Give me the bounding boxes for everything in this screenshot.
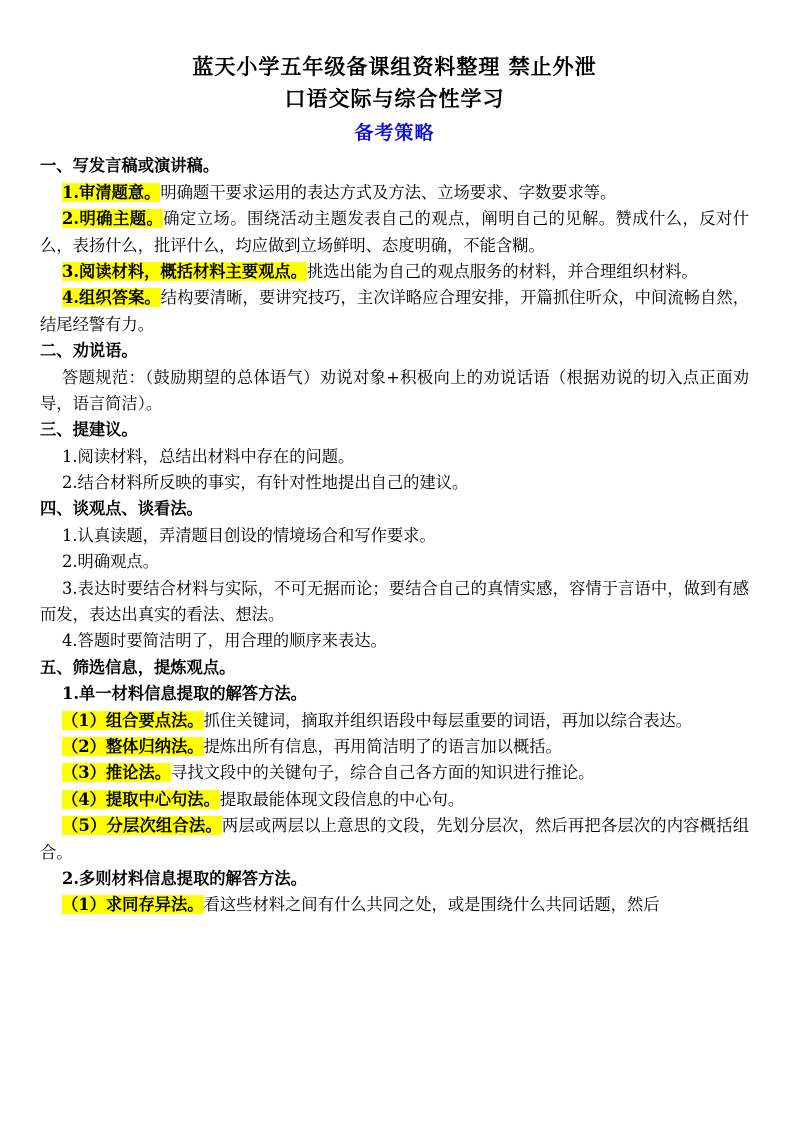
section-heading: 四、谈观点、谈看法。 [40, 499, 203, 519]
page-subtitle-topic: 口语交际与综合性学习 [284, 86, 505, 112]
item-text: 挑选出能为自己的观点服务的材料，并合理组织材料。 [306, 261, 698, 281]
item-text: 明确题干要求运用的表达方式及方法、立场要求、字数要求等。 [160, 182, 617, 202]
item-label: （1）求同存异法。 [62, 895, 204, 915]
page-title: 蓝天小学五年级备课组资料整理 禁止外泄 [192, 54, 597, 79]
page-subtitle-strategy: 备考策略 [354, 121, 435, 144]
item-label: （3）推论法。 [62, 763, 172, 783]
list-item: 4.答题时要简洁明了，用合理的顺序来表达。 [62, 631, 387, 651]
list-item [40, 892, 749, 918]
list-item: 3.表达时要结合材料与实际，不可无据而论；要结合自己的真情实感，容情于言语中，做到有感而发，表达出真实的看法、想法。 [40, 578, 749, 625]
subsection-heading: 2.多则材料信息提取的解答方法。 [62, 868, 307, 888]
list-item [40, 180, 749, 206]
item-text: 看这些材料之间有什么共同之处，或是围绕什么共同话题，然后 [203, 895, 660, 915]
item-label: （4）提取中心句法。 [62, 789, 220, 809]
list-item [40, 787, 749, 813]
item-text: 抓住关键词，摘取并组织语段中每层重要的词语，再加以综合表达。 [203, 710, 693, 730]
section-heading: 一、写发言稿或演讲稿。 [40, 156, 220, 176]
list-item [40, 813, 749, 866]
document-body [40, 153, 749, 918]
item-label: （1）组合要点法。 [62, 710, 204, 730]
list-item: 2.明确观点。 [62, 552, 159, 572]
item-label: （5）分层次组合法。 [62, 816, 222, 836]
item-text: 提炼出所有信息，再用简洁明了的语言加以概括。 [203, 736, 562, 756]
section-heading: 二、劝说语。 [40, 341, 138, 361]
list-item [40, 206, 749, 259]
item-label: （2）整体归纳法。 [62, 736, 204, 756]
list-item [40, 259, 749, 285]
list-item [40, 760, 749, 786]
list-item: 答题规范：（鼓励期望的总体语气）劝说对象+积极向上的劝说话语（根据劝说的切入点正面劝导，语言简洁）。 [40, 367, 749, 413]
list-item [40, 285, 749, 338]
item-text: 两层或两层以上意思的文段，先划分层次，然后再把各层次的内容概括组合。 [40, 816, 749, 862]
item-label: 3.阅读材料，概括材料主要观点。 [62, 261, 307, 281]
item-text: 结构要清晰，要讲究技巧，主次详略应合理安排，开篇抓住听众，中间流畅自然，结尾经警有力。 [40, 288, 749, 334]
item-label: 4.组织答案。 [62, 288, 161, 308]
section-heading: 五、筛选信息，提炼观点。 [40, 657, 236, 677]
item-text: 提取最能体现文段信息的中心句。 [219, 789, 465, 809]
item-label: 1.审清题意。 [62, 182, 161, 202]
item-text: 确定立场。围绕活动主题发表自己的观点，阐明自己的见解。赞成什么，反对什么，表扬什么，批评什么，均应做到立场鲜明、态度明确，不能含糊。 [40, 209, 749, 255]
list-item [40, 734, 749, 760]
list-item: 1.阅读材料，总结出材料中存在的问题。 [62, 446, 355, 466]
item-label: 2.明确主题。 [62, 209, 164, 229]
section-heading: 三、提建议。 [40, 420, 138, 440]
list-item: 2.结合材料所反映的事实，有针对性地提出自己的建议。 [62, 473, 469, 493]
list-item: 1.认真读题，弄清题目创设的情境场合和写作要求。 [62, 525, 436, 545]
list-item [40, 708, 749, 734]
item-text: 寻找文段中的关键句子，综合自己各方面的知识进行推论。 [171, 763, 595, 783]
subsection-heading: 1.单一材料信息提取的解答方法。 [62, 684, 307, 704]
